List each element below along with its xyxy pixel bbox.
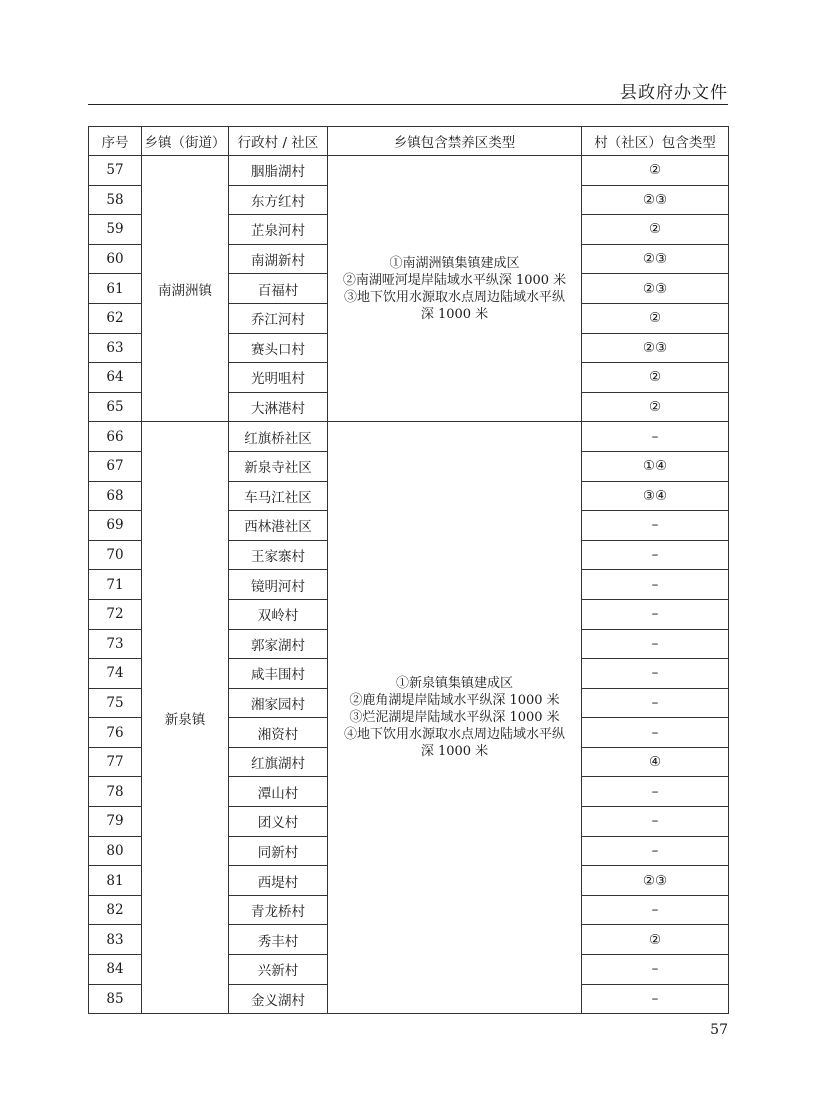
- village-name: 光明咀村: [229, 363, 328, 393]
- village-zone-types: ②: [582, 363, 729, 393]
- column-header-town-zone-types: 乡镇包含禁养区类型: [328, 127, 582, 156]
- village-name: 红旗桥社区: [229, 422, 328, 452]
- village-name: 镜明河村: [229, 570, 328, 600]
- village-zone-types: –: [582, 659, 729, 689]
- zone-type-line: ③烂泥湖堤岸陆域水平纵深 1000 米: [349, 710, 560, 726]
- village-name: 王家寨村: [229, 540, 328, 570]
- row-number: 74: [89, 659, 142, 689]
- village-name: 新泉寺社区: [229, 451, 328, 481]
- village-zone-types: ④: [582, 747, 729, 777]
- row-number: 73: [89, 629, 142, 659]
- town-zone-types: [328, 422, 582, 1014]
- village-zone-types: ①④: [582, 451, 729, 481]
- village-name: 东方红村: [229, 185, 328, 215]
- row-number: 79: [89, 807, 142, 837]
- village-name: 乔江河村: [229, 303, 328, 333]
- village-zone-types: –: [582, 718, 729, 748]
- village-zone-types: –: [582, 422, 729, 452]
- table-header-row: [89, 127, 729, 156]
- village-zone-types: –: [582, 777, 729, 807]
- table-body: [89, 156, 729, 1014]
- zone-type-line: ②鹿角湖堤岸陆域水平纵深 1000 米: [349, 693, 560, 709]
- village-name: 团义村: [229, 807, 328, 837]
- header-divider: [88, 104, 728, 105]
- village-name: 芷泉河村: [229, 215, 328, 245]
- village-name: 秀丰村: [229, 925, 328, 955]
- row-number: 78: [89, 777, 142, 807]
- village-name: 赛头口村: [229, 333, 328, 363]
- village-zone-types: –: [582, 836, 729, 866]
- village-zone-types: ②: [582, 392, 729, 422]
- village-zone-types: –: [582, 688, 729, 718]
- row-number: 69: [89, 511, 142, 541]
- town-zone-types: [328, 156, 582, 422]
- zone-type-line: ②南湖哑河堤岸陆域水平纵深 1000 米: [342, 272, 567, 288]
- village-zone-types: ②: [582, 215, 729, 245]
- row-number: 62: [89, 303, 142, 333]
- row-number: 75: [89, 688, 142, 718]
- village-name: 车马江社区: [229, 481, 328, 511]
- village-name: 同新村: [229, 836, 328, 866]
- row-number: 80: [89, 836, 142, 866]
- row-number: 58: [89, 185, 142, 215]
- village-name: 湘资村: [229, 718, 328, 748]
- zone-type-line: 深 1000 米: [420, 306, 489, 322]
- zone-type-line: ①新泉镇集镇建成区: [395, 676, 513, 692]
- village-zone-types: ②: [582, 156, 729, 186]
- zone-type-line: ③地下饮用水源取水点周边陆域水平纵: [343, 289, 565, 305]
- village-zone-types: –: [582, 895, 729, 925]
- village-name: 红旗湖村: [229, 747, 328, 777]
- row-number: 70: [89, 540, 142, 570]
- row-number: 60: [89, 244, 142, 274]
- page-number: 57: [710, 1022, 728, 1038]
- row-number: 82: [89, 895, 142, 925]
- village-name: 湘家园村: [229, 688, 328, 718]
- village-zone-types: –: [582, 629, 729, 659]
- village-name: 咸丰围村: [229, 659, 328, 689]
- village-zone-types: ②③: [582, 185, 729, 215]
- village-name: 金义湖村: [229, 984, 328, 1014]
- row-number: 83: [89, 925, 142, 955]
- row-number: 77: [89, 747, 142, 777]
- village-zone-types: –: [582, 955, 729, 985]
- zone-type-line: 深 1000 米: [420, 744, 489, 760]
- village-zone-types: ②③: [582, 244, 729, 274]
- column-header-town: 乡镇（街道）: [142, 127, 229, 156]
- row-number: 59: [89, 215, 142, 245]
- row-number: 76: [89, 718, 142, 748]
- village-zone-types: ②③: [582, 866, 729, 896]
- village-name: 南湖新村: [229, 244, 328, 274]
- village-zone-types: –: [582, 807, 729, 837]
- village-name: 双岭村: [229, 599, 328, 629]
- row-number: 64: [89, 363, 142, 393]
- zone-type-line: ①南湖洲镇集镇建成区: [389, 255, 520, 271]
- row-number: 68: [89, 481, 142, 511]
- row-number: 71: [89, 570, 142, 600]
- prohibited-zone-table: [88, 126, 729, 1014]
- village-name: 兴新村: [229, 955, 328, 985]
- village-zone-types: –: [582, 984, 729, 1014]
- row-number: 81: [89, 866, 142, 896]
- row-number: 85: [89, 984, 142, 1014]
- row-number: 61: [89, 274, 142, 304]
- village-zone-types: ②③: [582, 274, 729, 304]
- table-row: [89, 156, 729, 186]
- village-zone-types: –: [582, 511, 729, 541]
- row-number: 67: [89, 451, 142, 481]
- village-name: 青龙桥村: [229, 895, 328, 925]
- zone-type-line: ④地下饮用水源取水点周边陆域水平纵: [343, 727, 565, 743]
- village-zone-types: ③④: [582, 481, 729, 511]
- row-number: 72: [89, 599, 142, 629]
- row-number: 57: [89, 156, 142, 186]
- village-name: 潭山村: [229, 777, 328, 807]
- village-name: 大淋港村: [229, 392, 328, 422]
- column-header-village: 行政村 / 社区: [229, 127, 328, 156]
- village-name: 胭脂湖村: [229, 156, 328, 186]
- village-name: 西堤村: [229, 866, 328, 896]
- town-name: 新泉镇: [142, 422, 229, 1014]
- village-zone-types: ②③: [582, 333, 729, 363]
- village-name: 百福村: [229, 274, 328, 304]
- town-name: 南湖洲镇: [142, 156, 229, 422]
- village-name: 郭家湖村: [229, 629, 328, 659]
- column-header-number: 序号: [89, 127, 142, 156]
- row-number: 65: [89, 392, 142, 422]
- row-number: 84: [89, 955, 142, 985]
- table-row: [89, 422, 729, 452]
- document-header-title: 县政府办文件: [620, 83, 728, 103]
- village-name: 西林港社区: [229, 511, 328, 541]
- row-number: 63: [89, 333, 142, 363]
- column-header-village-types: 村（社区）包含类型: [582, 127, 729, 156]
- village-zone-types: ②: [582, 303, 729, 333]
- village-zone-types: ②: [582, 925, 729, 955]
- row-number: 66: [89, 422, 142, 452]
- village-zone-types: –: [582, 599, 729, 629]
- village-zone-types: –: [582, 570, 729, 600]
- village-zone-types: –: [582, 540, 729, 570]
